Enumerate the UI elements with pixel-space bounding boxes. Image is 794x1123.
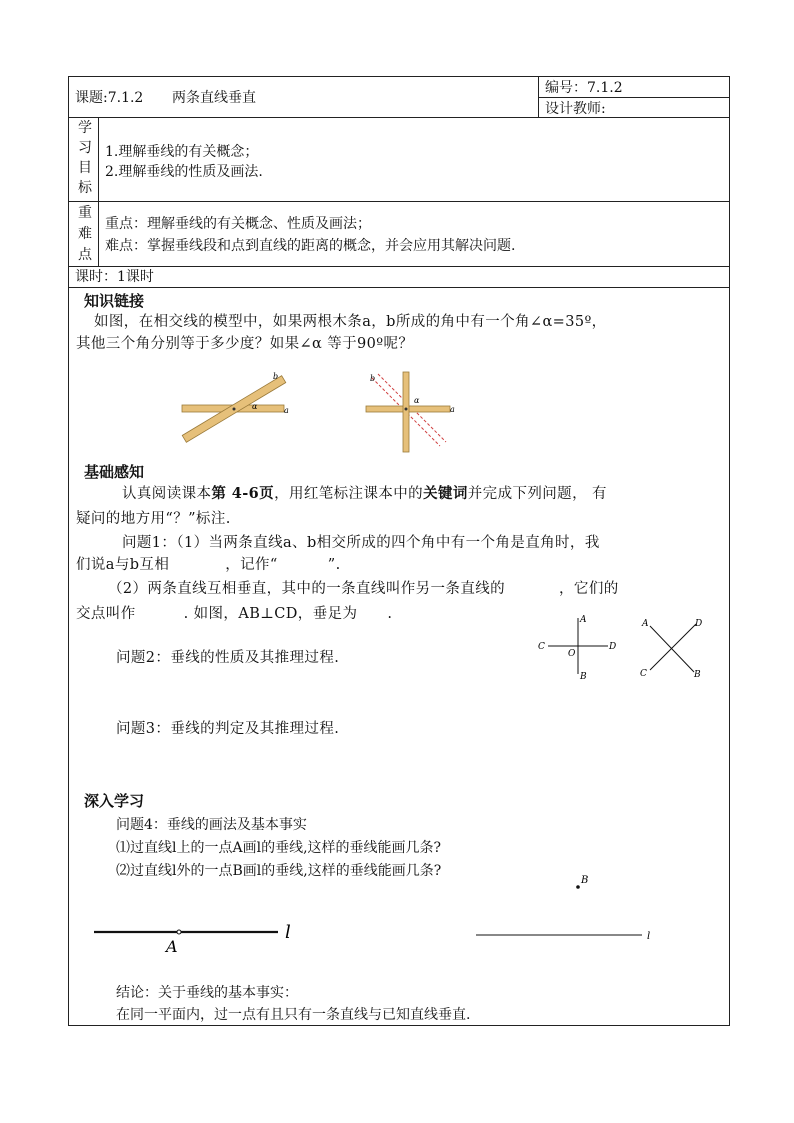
row-divider [68,117,730,118]
label-D: D [695,619,703,629]
q1b-text: . [387,606,393,622]
goal-item: 1.理解垂线的有关概念； [105,144,259,160]
teacher-label: 设计教师: [545,101,606,117]
label-C: C [538,642,545,652]
keypoints-label-char: 重 [78,205,92,221]
intro-pages: 第 4-6页 [211,485,275,502]
goals-label-char: 标 [78,180,92,196]
row-divider [68,201,730,202]
goals-label-char: 目 [78,160,92,176]
stick-b [403,372,409,452]
question4-part2: ⑵过直线l外的一点B画l的垂线,这样的垂线能画几条? [116,863,442,879]
label-B: B [580,672,587,682]
label-b: b [370,374,376,383]
class-period: 课时：1课时 [75,269,154,285]
label-l: l [647,931,651,942]
line-cd [650,624,696,670]
point-B [576,885,580,889]
conclusion-label: 结论：关于垂线的基本事实： [116,985,298,1001]
label-A: A [580,615,587,625]
keypoints-label-char: 难 [78,226,92,242]
perpendicular-fact: 在同一平面内，过一点有且只有一条直线与已知直线垂直. [116,1007,471,1023]
key-point: 重点：理解垂线的有关概念、性质及画法； [105,216,371,232]
intro-text: 认真阅读课本 [122,486,212,502]
label-B: B [581,875,589,886]
goals-label-char: 习 [78,140,92,156]
line-l-with-point-B [470,866,660,946]
question1-line1: 问题1：（1）当两条直线a、b相交所成的四个角中有一个角是直角时，我 [122,535,600,551]
question4-part1: ⑴过直线l上的一点A画l的垂线,这样的垂线能画几条? [116,840,442,856]
q1b-text: ，它们的 [559,581,619,597]
perpendicular-figure-ab-cd [532,612,622,682]
label-column-divider [98,117,99,266]
point-A [177,930,181,934]
goals-label-char: 学 [78,120,92,136]
perpendicular-figure-slanted [636,612,716,682]
row-divider [68,287,730,288]
intro-text: 并完成下列问题， 有 [467,486,607,502]
link-question-line2: 其他三个角分别等于多少度？如果∠α 等于90º呢？ [76,336,414,352]
intro-keyword: 关键词 [423,485,468,502]
intro-text: ，用红笔标注课本中的 [274,486,424,502]
intersection-point [233,408,236,411]
row-divider [68,266,730,267]
label-D: D [609,642,617,652]
label-l: l [285,922,291,943]
label-a: a [450,405,455,414]
label-alpha: α [252,402,258,411]
question4: 问题4：垂线的画法及基本事实 [116,817,307,833]
lesson-number: 编号：7.1.2 [545,80,623,96]
basic-intro-line1 [122,480,607,508]
topic-title: 两条直线垂直 [172,90,256,106]
q1b-text: （2）两条直线互相垂直，其中的一条直线叫作另一条直线的 [108,581,506,597]
basic-intro-line2: 疑问的地方用“？”标注. [76,511,231,527]
section-heading-basic: 基础感知 [84,463,145,481]
keypoints-label-char: 点 [78,247,92,263]
question1-line2 [76,552,341,579]
link-question-line1: 如图，在相交线的模型中，如果两根木条a，b所成的角中有一个角∠α=35º， [94,314,607,330]
q1b-text: 交点叫作 [76,606,136,622]
question2: 问题2：垂线的性质及其推理过程. [116,650,340,666]
question3: 问题3：垂线的判定及其推理过程. [116,721,340,737]
label-B: B [694,670,701,680]
question1b-line2 [76,601,392,628]
label-C: C [640,669,647,679]
label-alpha: α [414,396,420,405]
goal-item: 2.理解垂线的性质及画法. [105,164,263,180]
label-a: a [284,406,289,415]
wood-sticks-figure-90 [362,368,462,454]
label-A: A [642,619,649,629]
label-b: b [273,372,279,381]
line-l-with-point-A [88,918,308,958]
q1b-text: . 如图，AB⊥CD，垂足为 [183,606,358,622]
topic-label: 课题:7.1.2 [75,90,144,106]
question1b-line1 [108,576,619,603]
label-O: O [568,649,576,659]
section-heading-deep: 深入学习 [84,792,145,810]
q1-text: ”. [327,557,341,573]
q1-text: 们说a与b互相 [76,557,170,573]
label-A: A [166,937,178,956]
difficult-point: 难点：掌握垂线段和点到直线的距离的概念，并会应用其解决问题. [105,238,516,254]
intersection-point [405,408,408,411]
section-heading-link: 知识链接 [84,292,145,310]
wood-sticks-figure-35 [176,368,296,450]
q1-text: ，记作“ [225,557,278,573]
